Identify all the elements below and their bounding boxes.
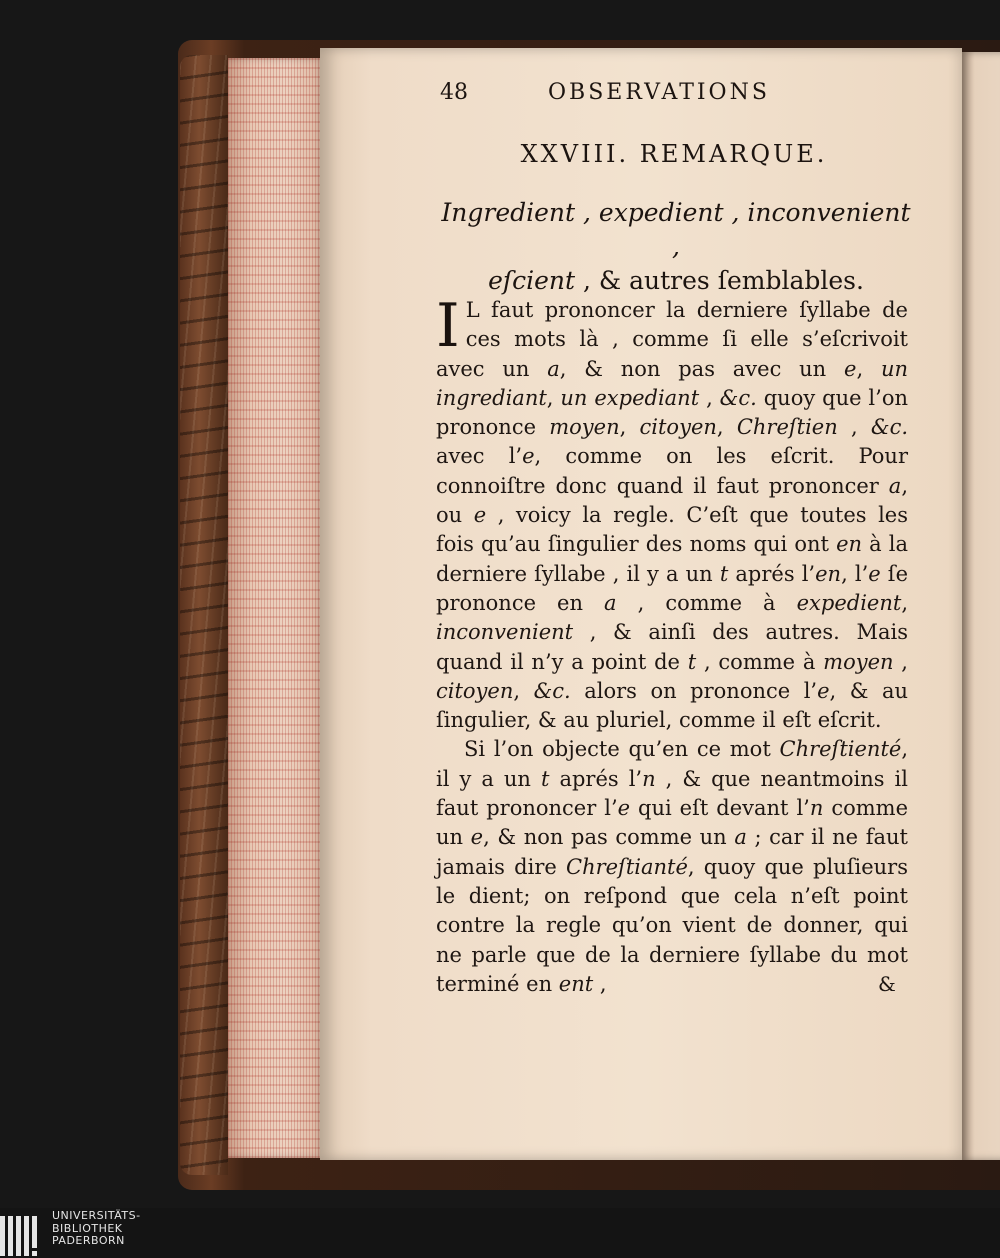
roman-text: quoy que l’on prononce [436,385,908,440]
library-name [52,1210,141,1248]
leather-binding [180,55,228,1175]
italic-text: ent [558,971,594,996]
roman-text: , & que neantmoins il faut prononcer l’ [436,766,908,821]
roman-text: comme un [436,796,908,850]
entry-title-rest: , & autres ſemblables. [575,266,864,295]
italic-text: a [547,356,560,381]
italic-text: e [868,561,881,586]
roman-text: , & non pas avec un [559,356,845,381]
italic-text: citoyen [639,415,717,440]
roman-text: avec l’ [436,444,523,469]
roman-text: , [901,590,908,615]
catchword: & [878,972,896,996]
page-number: 48 [440,80,468,105]
entry-title [436,196,916,298]
body-text [436,291,909,999]
roman-text: , [893,649,908,674]
roman-text: ſe prononce en [436,561,908,615]
roman-text: , [837,415,871,440]
italic-text: e [522,444,535,469]
italic-text: un expediant [560,385,700,410]
roman-text: , & non pas comme un [483,825,735,850]
roman-text: aprés l’ [728,561,816,586]
italic-text: e [470,825,484,850]
roman-text: , & au ſingulier, & au pluriel, comme il eſt eſcrit. [436,678,908,733]
roman-text: à la derniere ſyllabe , il y a un [436,532,908,586]
roman-text: , comme on les eſcrit. Pour connoiſtre donc quand il faut prononcer [436,444,908,498]
roman-text: , & ainſi des autres. Mais quand il n’y a point de [436,620,908,674]
roman-text: , voicy la regle. C’eſt que toutes les fois qu’au ſingulier des noms qui ont [436,503,908,557]
roman-text: alors on prononce l’ [570,678,818,703]
running-title: OBSERVATIONS [548,80,770,105]
roman-text: , comme à [696,649,824,674]
roman-text: ; car il ne faut jamais dire [436,825,908,879]
roman-text: , [513,678,534,703]
italic-text: en [836,532,863,557]
running-head [440,80,840,114]
italic-text: e [844,356,857,381]
italic-text: inconvenient [436,620,574,645]
italic-text: Chreſtien [736,415,838,440]
roman-text: , l’ [841,561,869,586]
footer-bar [0,1208,1000,1258]
roman-text: , [699,385,720,410]
italic-text: t [719,561,729,586]
roman-text: , [593,971,607,996]
roman-text: , quoy que pluſieurs le dient; on reſpond que cela n’eſt point contre la regle qu’on vient de donner, qui ne parle que de la derniere ſyllabe du mot terminé en [436,854,909,996]
italic-text: n [809,796,824,821]
roman-text: , il y a un [436,737,908,791]
italic-text: t [687,649,697,674]
drop-cap: I [436,291,460,361]
italic-text: &c. [870,415,909,440]
roman-text: , [856,356,881,381]
roman-text: , ou [436,473,908,528]
section-heading: XXVIII. REMARQUE. [520,140,828,168]
italic-text: e [473,503,487,528]
roman-text: L faut prononcer la derniere ſyllabe de ces mots là , comme ſi elle s’eſcrivoit avec un [436,298,908,381]
italic-text: &c. [533,678,571,703]
italic-text: &c. [719,385,757,410]
roman-text: Si l’on objecte qu’en ce mot [464,737,780,762]
italic-text: t [540,766,550,791]
italic-text: moyen [823,649,894,674]
roman-text: aprés l’ [549,766,643,791]
italic-text: en [815,561,842,586]
italic-text: a [604,590,617,615]
facing-page-edge [962,52,1000,1160]
italic-text: Chreſtienté [779,737,902,762]
italic-text: e [617,796,631,821]
italic-text: e [817,678,830,703]
italic-text: expedient [796,590,902,615]
italic-text: moyen [549,415,620,440]
italic-text: a [734,825,747,850]
paragraph-2 [436,735,908,999]
italic-text: un ingrediant [436,356,908,410]
roman-text: , comme à [616,590,797,615]
red-speckled-edge [228,58,324,1158]
italic-text: Chreſtianté [566,854,688,879]
library-name-line-2: BIBLIOTHEK [52,1221,123,1235]
library-name-line-1: UNIVERSITÄTS- [52,1209,141,1222]
roman-text: , [619,415,640,440]
italic-text: a [888,473,902,498]
library-logo-icon [0,1210,46,1256]
roman-text: , [716,415,737,440]
italic-text: citoyen [436,678,514,703]
library-name-line-3: PADERBORN [52,1234,125,1247]
paragraph-1 [436,291,909,735]
entry-title-word-escient: eſcient [488,266,576,295]
roman-text: qui eſt devant l’ [630,796,810,821]
roman-text: , [546,385,561,410]
italic-text: n [642,766,656,791]
entry-title-words: Ingredient , expedient , inconvenient , [441,198,911,261]
paragraph-1-body [436,291,909,733]
